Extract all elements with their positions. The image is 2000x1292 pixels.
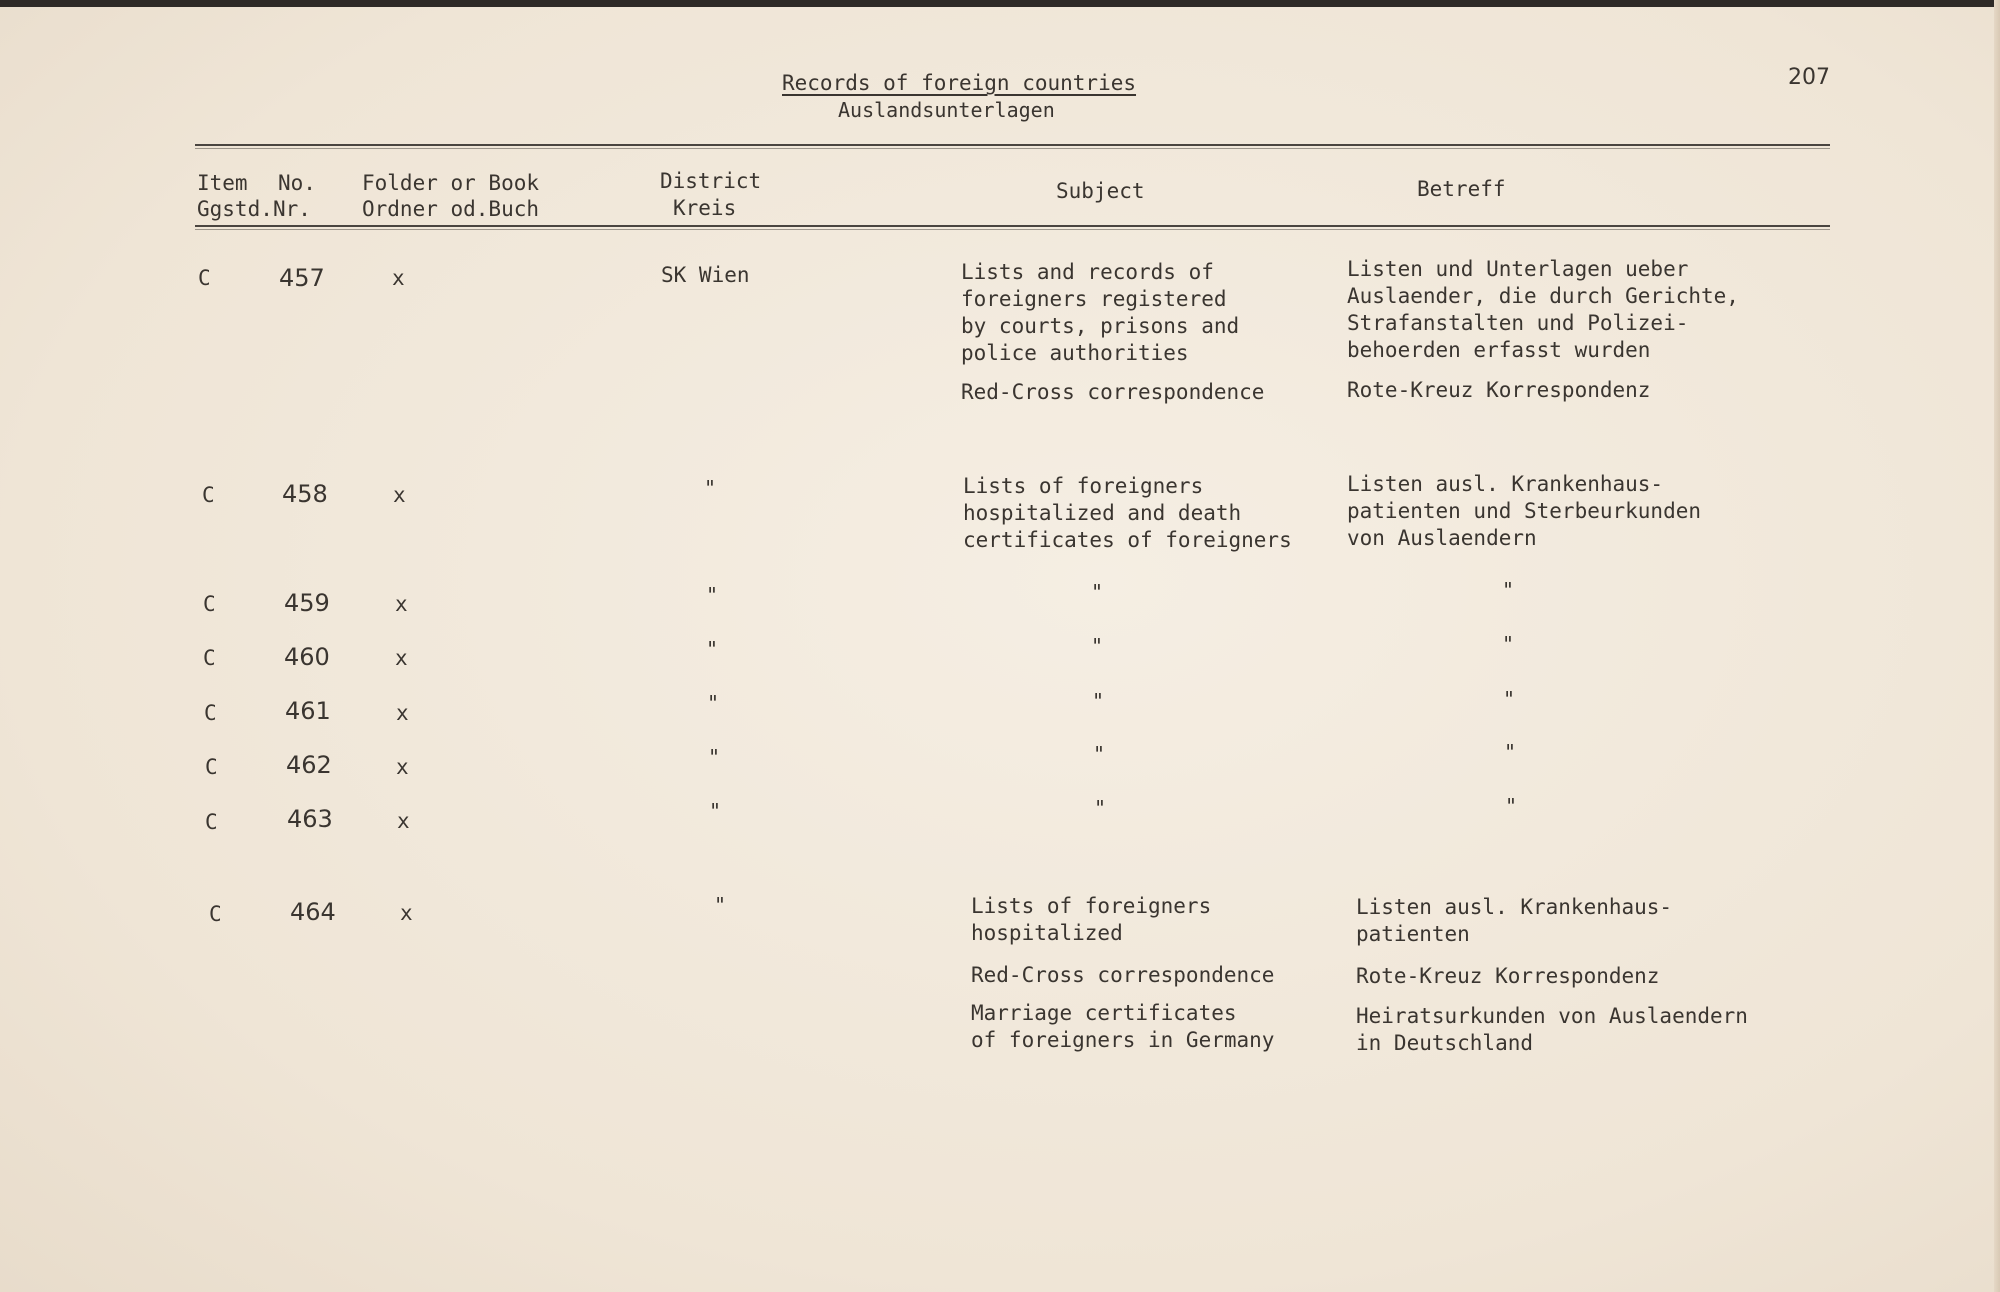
header-no: No.: [278, 171, 316, 195]
row-461-betreff-ditto: ": [1503, 687, 1516, 711]
page-title: Records of foreign countries: [782, 71, 1137, 95]
row-458-district-ditto: ": [704, 476, 717, 500]
row-463-no: 463: [287, 805, 333, 833]
header-folder-de: Ordner od.Buch: [362, 197, 540, 221]
row-464-item: C: [209, 902, 222, 926]
row-462-subject-ditto: ": [1093, 742, 1106, 766]
header-bottom-rule-thin: [195, 229, 1830, 230]
row-464-subject-2: Red-Cross correspondence: [971, 963, 1275, 987]
row-463-subject-ditto: ": [1094, 796, 1107, 820]
row-464-no: 464: [290, 898, 336, 926]
row-459-no: 459: [284, 589, 330, 617]
header-district: District: [660, 169, 762, 193]
page-top-edge: [0, 0, 2000, 7]
row-457-district: SK Wien: [661, 263, 750, 287]
row-458-subject: Lists of foreigners hospitalized and death certificates of foreigners: [963, 474, 1292, 552]
page-number: 207: [1788, 65, 1830, 90]
row-459-betreff-ditto: ": [1502, 578, 1515, 602]
row-457-folder: x: [392, 266, 405, 290]
row-462-item: C: [205, 755, 218, 779]
row-464-folder: x: [400, 901, 413, 925]
row-457-subject: Lists and records of foreigners registered by courts, prisons and police authorities: [961, 260, 1240, 365]
page-right-edge: [1994, 0, 2000, 1292]
header-subject: Subject: [1056, 179, 1145, 203]
row-457-betreff: Listen und Unterlagen ueber Auslaender, die durch Gerichte, Strafanstalten und Polizei- behoerden erfasst wurden: [1347, 257, 1739, 362]
row-462-no: 462: [286, 751, 332, 779]
row-461-no: 461: [285, 697, 331, 725]
header-bottom-rule: [195, 225, 1830, 227]
page-subtitle: Auslandsunterlagen: [838, 98, 1055, 122]
row-460-subject-ditto: ": [1091, 634, 1104, 658]
header-top-rule: [195, 144, 1830, 146]
row-459-folder: x: [395, 592, 408, 616]
row-464-subject-3: Marriage certificates of foreigners in Germany: [971, 1001, 1275, 1052]
row-460-folder: x: [395, 646, 408, 670]
row-460-no: 460: [284, 643, 330, 671]
row-458-folder: x: [393, 483, 406, 507]
header-district-de: Kreis: [673, 196, 737, 220]
row-462-folder: x: [396, 755, 409, 779]
row-459-district-ditto: ": [706, 583, 719, 607]
row-457-betreff-2: Rote-Kreuz Korrespondenz: [1347, 378, 1651, 402]
row-463-folder: x: [397, 809, 410, 833]
row-457-subject-2: Red-Cross correspondence: [961, 380, 1265, 404]
row-464-betreff-2: Rote-Kreuz Korrespondenz: [1356, 964, 1660, 988]
row-463-district-ditto: ": [709, 799, 722, 823]
row-459-subject-ditto: ": [1091, 580, 1104, 604]
row-464-betreff: Listen ausl. Krankenhaus- patienten: [1356, 895, 1673, 946]
header-betreff: Betreff: [1417, 177, 1506, 201]
row-459-item: C: [203, 592, 216, 616]
row-460-betreff-ditto: ": [1502, 632, 1515, 656]
row-457-item: C: [198, 266, 211, 290]
row-462-betreff-ditto: ": [1504, 740, 1517, 764]
header-folder: Folder or Book: [362, 171, 540, 195]
row-464-district-ditto: ": [714, 893, 727, 917]
row-460-item: C: [203, 646, 216, 670]
row-458-betreff: Listen ausl. Krankenhaus- patienten und Sterbeurkunden von Auslaendern: [1347, 472, 1702, 550]
row-464-betreff-3: Heiratsurkunden von Auslaendern in Deutschland: [1356, 1004, 1748, 1055]
row-458-item: C: [202, 483, 215, 507]
row-461-district-ditto: ": [707, 691, 720, 715]
header-item-de: Ggstd.: [197, 197, 273, 221]
row-461-folder: x: [396, 701, 409, 725]
row-462-district-ditto: ": [708, 745, 721, 769]
row-463-betreff-ditto: ": [1505, 794, 1518, 818]
row-460-district-ditto: ": [706, 637, 719, 661]
header-item: Item: [197, 171, 248, 195]
header-no-de: Nr.: [273, 197, 311, 221]
row-461-item: C: [204, 701, 217, 725]
row-463-item: C: [205, 810, 218, 834]
row-458-no: 458: [282, 480, 328, 508]
row-457-no: 457: [279, 264, 325, 292]
row-461-subject-ditto: ": [1092, 689, 1105, 713]
row-464-subject: Lists of foreigners hospitalized: [971, 894, 1212, 945]
header-top-rule-thin: [195, 148, 1830, 149]
